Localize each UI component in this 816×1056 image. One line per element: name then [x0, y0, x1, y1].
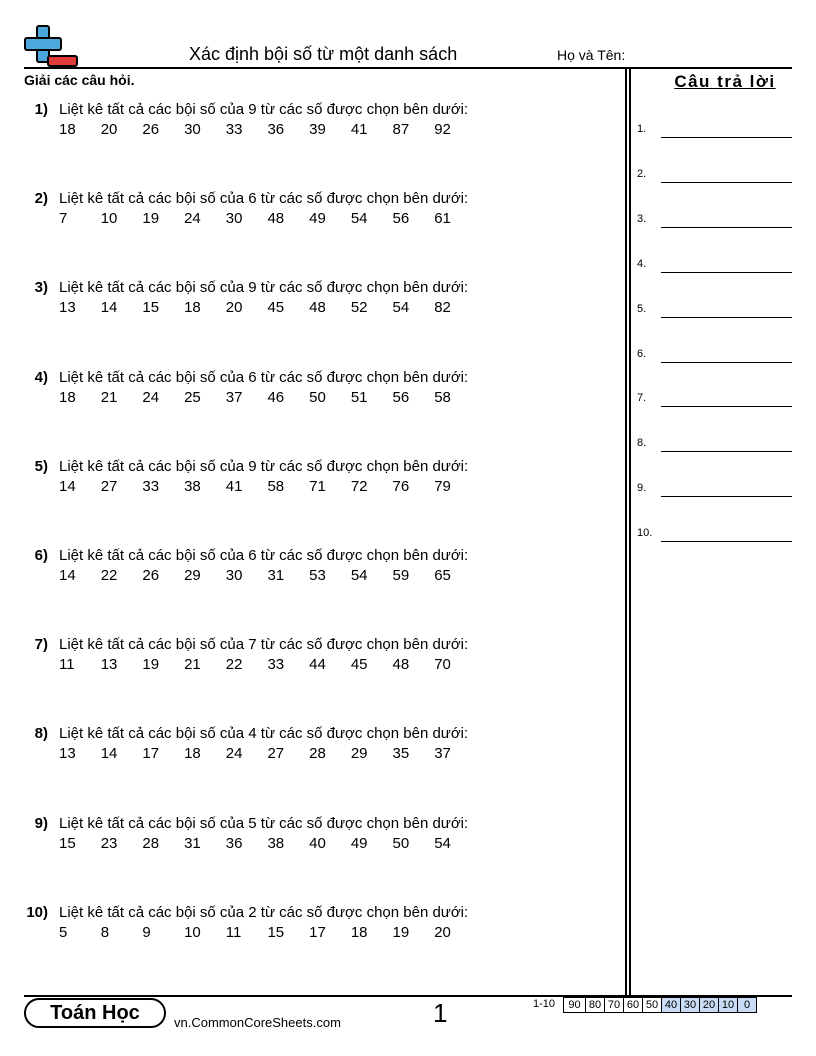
question-text: Liệt kê tất cả các bội số của 9 từ các số được chọn bên dưới:	[59, 101, 469, 118]
brand-badge: Toán Học	[24, 998, 166, 1028]
answer-number: 4.	[637, 257, 647, 270]
number-choice: 30	[225, 567, 243, 584]
number-choices	[59, 299, 476, 316]
number-choice: 20	[225, 299, 243, 317]
answer-line[interactable]	[661, 227, 792, 228]
instructions: Giải các câu hỏi.	[24, 72, 135, 88]
header-divider	[24, 67, 792, 69]
number-choice: 13	[59, 745, 76, 763]
number-choice: 40	[309, 834, 326, 852]
question-number: 2)	[34, 190, 48, 208]
number-choice: 70	[434, 656, 451, 674]
question-number: 9)	[34, 814, 48, 832]
number-choice: 53	[309, 567, 326, 584]
number-choice: 50	[392, 834, 410, 852]
column-divider	[629, 68, 631, 995]
answer-slot	[637, 480, 797, 500]
number-choice: 19	[392, 923, 410, 941]
number-choice: 20	[100, 121, 118, 138]
number-choice: 18	[184, 745, 201, 763]
number-choices	[59, 210, 476, 227]
number-choice: 58	[434, 388, 451, 406]
answer-number: 2.	[637, 167, 647, 180]
number-choice: 61	[434, 210, 451, 228]
number-choice: 71	[309, 477, 326, 495]
number-choice: 76	[392, 477, 410, 495]
number-choice: 26	[142, 567, 160, 584]
name-label: Họ và Tên:	[557, 47, 626, 63]
answer-slot	[637, 121, 797, 141]
number-choice: 39	[309, 121, 326, 138]
number-choice: 36	[267, 121, 285, 138]
answer-slot	[637, 301, 797, 321]
answer-number: 1.	[637, 123, 647, 135]
number-choice: 54	[434, 834, 451, 852]
number-choices	[59, 835, 476, 852]
number-choice: 45	[350, 656, 368, 674]
number-choice: 82	[434, 299, 451, 317]
answer-line[interactable]	[661, 137, 792, 138]
number-choice: 18	[350, 923, 368, 941]
number-choice: 28	[142, 834, 160, 852]
number-choice: 48	[267, 210, 285, 228]
number-choice: 45	[267, 299, 285, 317]
answer-number: 3.	[637, 212, 647, 225]
number-choice: 19	[142, 656, 160, 674]
number-choice: 15	[142, 299, 160, 317]
question-number: 7)	[34, 636, 48, 654]
number-choice: 50	[309, 388, 326, 406]
number-choice: 72	[350, 477, 368, 495]
number-choice: 24	[225, 745, 243, 763]
number-choices	[59, 121, 476, 138]
number-choice: 49	[309, 210, 326, 228]
number-choice: 18	[184, 299, 201, 317]
number-choice: 44	[309, 656, 326, 674]
answers-title: Câu trả lời	[674, 72, 776, 91]
number-choice: 31	[267, 567, 285, 584]
number-choice: 27	[100, 477, 118, 495]
question-text: Liệt kê tất cả các bội số của 9 từ các số được chọn bên dưới:	[59, 279, 469, 297]
answer-line[interactable]	[661, 541, 792, 542]
question-text: Liệt kê tất cả các bội số của 6 từ các số được chọn bên dưới:	[59, 368, 469, 386]
number-choice: 52	[350, 299, 368, 317]
number-choice: 20	[434, 923, 451, 941]
score-cell: 80	[585, 997, 605, 1013]
number-choice: 11	[225, 923, 242, 941]
question-text: Liệt kê tất cả các bội số của 7 từ các số được chọn bên dưới:	[59, 636, 469, 654]
number-choice: 28	[309, 745, 326, 763]
answer-line[interactable]	[661, 317, 792, 318]
page-title: Xác định bội số từ một danh sách	[189, 44, 458, 64]
number-choice: 17	[142, 745, 160, 763]
answer-number: 7.	[637, 392, 647, 405]
number-choice: 14	[100, 299, 118, 317]
number-choice: 14	[59, 567, 76, 584]
score-cell: 50	[642, 997, 662, 1013]
score-cell: 40	[661, 997, 681, 1013]
number-choice: 56	[392, 388, 410, 406]
score-cell: 20	[699, 997, 719, 1013]
number-choice: 8	[100, 923, 110, 941]
number-choice: 31	[184, 834, 201, 852]
number-choice: 13	[59, 299, 76, 317]
number-choice: 48	[392, 656, 410, 674]
number-choice: 33	[142, 477, 160, 495]
number-choices	[59, 924, 476, 941]
number-choice: 41	[225, 477, 243, 495]
number-choices	[59, 745, 476, 762]
number-choice: 35	[392, 745, 410, 763]
column-divider	[625, 68, 627, 995]
number-choice: 15	[267, 923, 285, 941]
answer-slot	[637, 211, 797, 231]
question-number: 3)	[34, 279, 48, 297]
number-choice: 18	[59, 388, 76, 406]
question-text: Liệt kê tất cả các bội số của 6 từ các số được chọn bên dưới:	[59, 190, 469, 208]
answer-slot	[637, 525, 797, 545]
number-choice: 56	[392, 210, 410, 228]
number-choice: 37	[225, 388, 243, 406]
number-choice: 54	[350, 567, 368, 584]
number-choice: 30	[184, 121, 201, 138]
number-choice: 37	[434, 745, 451, 763]
number-choice: 24	[184, 210, 201, 228]
question-number: 8)	[34, 725, 48, 743]
page-number: 1	[433, 998, 448, 1028]
number-choice: 87	[392, 121, 410, 138]
number-choice: 22	[100, 567, 118, 584]
number-choice: 29	[184, 567, 201, 584]
answer-number: 6.	[637, 347, 647, 360]
number-choice: 65	[434, 567, 451, 584]
question-number: 6)	[34, 547, 48, 564]
number-choice: 46	[267, 388, 285, 406]
answer-line[interactable]	[661, 182, 792, 183]
score-cell: 30	[680, 997, 700, 1013]
number-choice: 7	[59, 210, 68, 228]
answer-slot	[637, 390, 797, 410]
number-choice: 24	[142, 388, 160, 406]
answer-number: 10.	[637, 527, 653, 540]
number-choice: 21	[100, 388, 118, 406]
number-choice: 59	[392, 567, 410, 584]
number-choice: 30	[225, 210, 243, 228]
number-choice: 18	[59, 121, 76, 138]
number-choice: 92	[434, 121, 451, 138]
plus-minus-logo-icon	[24, 24, 80, 68]
number-choice: 29	[350, 745, 368, 763]
question-number: 5)	[34, 457, 48, 475]
question-text: Liệt kê tất cả các bội số của 4 từ các số được chọn bên dưới:	[59, 725, 469, 743]
number-choices	[59, 656, 476, 673]
number-choice: 17	[309, 923, 326, 941]
number-choice: 13	[100, 656, 118, 674]
number-choice: 58	[267, 477, 285, 495]
score-cell: 90	[563, 997, 586, 1013]
question-text: Liệt kê tất cả các bội số của 9 từ các số được chọn bên dưới:	[59, 457, 469, 475]
question-text: Liệt kê tất cả các bội số của 6 từ các số được chọn bên dưới:	[59, 547, 469, 564]
score-cell: 10	[718, 997, 738, 1013]
question-number: 4)	[34, 368, 48, 386]
question-number: 1)	[34, 101, 48, 118]
question-number: 10)	[26, 903, 48, 921]
number-choice: 38	[267, 834, 285, 852]
number-choice: 10	[100, 210, 118, 228]
number-choices	[59, 567, 476, 584]
answer-line[interactable]	[661, 406, 792, 407]
number-choice: 15	[59, 834, 76, 852]
score-cell: 60	[623, 997, 643, 1013]
number-choice: 54	[350, 210, 368, 228]
number-choice: 26	[142, 121, 160, 138]
number-choice: 48	[309, 299, 326, 317]
question-text: Liệt kê tất cả các bội số của 5 từ các số được chọn bên dưới:	[59, 814, 469, 832]
number-choice: 21	[184, 656, 201, 674]
score-cell: 70	[604, 997, 624, 1013]
number-choice: 51	[350, 388, 368, 406]
number-choice: 9	[142, 923, 151, 941]
number-choice: 38	[184, 477, 201, 495]
number-choices	[59, 389, 476, 406]
number-choice: 25	[184, 388, 201, 406]
number-choices	[59, 478, 476, 495]
answer-line[interactable]	[661, 362, 792, 363]
answer-number: 9.	[637, 482, 647, 495]
number-choice: 49	[350, 834, 368, 852]
site-url: vn.CommonCoreSheets.com	[174, 1015, 341, 1030]
number-choice: 19	[142, 210, 160, 228]
number-choice: 14	[100, 745, 118, 763]
number-choice: 36	[225, 834, 243, 852]
question-text: Liệt kê tất cả các bội số của 2 từ các số được chọn bên dưới:	[59, 903, 469, 921]
number-choice: 10	[184, 923, 201, 941]
score-label: 1-10	[533, 998, 556, 1010]
number-choice: 33	[225, 121, 243, 138]
number-choice: 14	[59, 477, 76, 495]
number-choice: 27	[267, 745, 285, 763]
number-choice: 33	[267, 656, 285, 674]
score-table	[564, 997, 757, 1013]
answer-number: 5.	[637, 302, 647, 315]
answer-line[interactable]	[661, 451, 792, 452]
answer-line[interactable]	[661, 272, 792, 273]
answer-slot	[637, 166, 797, 186]
answer-slot	[637, 435, 797, 455]
number-choice: 41	[350, 121, 368, 138]
answer-slot	[637, 256, 797, 276]
number-choice: 5	[59, 923, 68, 941]
number-choice: 54	[392, 299, 410, 317]
number-choice: 79	[434, 477, 451, 495]
answer-number: 8.	[637, 437, 647, 450]
answer-line[interactable]	[661, 496, 792, 497]
answer-slot	[637, 346, 797, 366]
number-choice: 23	[100, 834, 118, 852]
number-choice: 22	[225, 656, 243, 674]
score-cell: 0	[737, 997, 757, 1013]
number-choice: 11	[59, 656, 75, 674]
